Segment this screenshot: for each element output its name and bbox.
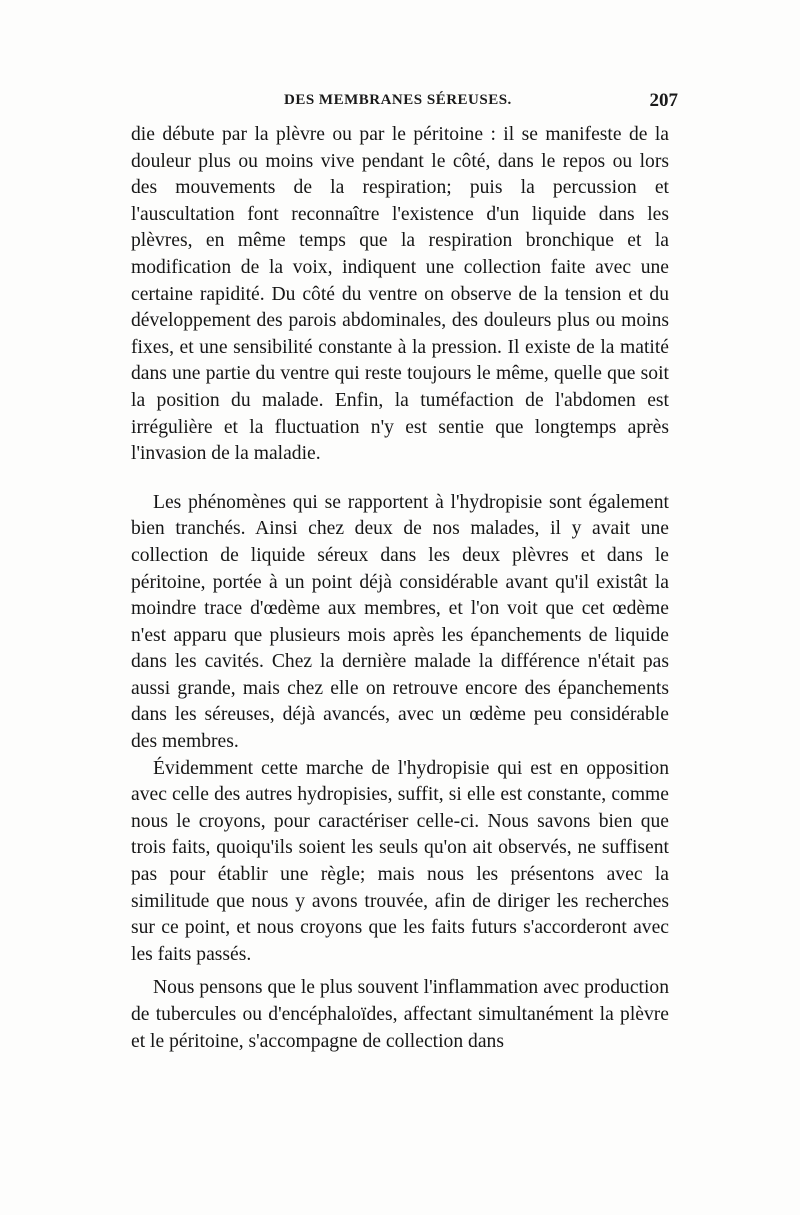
running-title: DES MEMBRANES SÉREUSES.: [284, 92, 512, 108]
paragraph-marche-hydropisie: Évidemment cette marche de l'hydropisie qui est en opposition avec celle des autres hydropisies, suffit, si elle est constante, comme nous le croyons, pour caractériser celle-ci. Nous savons bien que trois faits, quoiqu'ils soient les seuls qu'on ait observés, ne suffisent pas pour établir une règle; mais nous les présentons avec la similitude que nous y avons trouvée, afin de diriger les recherches sur ce point, et nous croyons que les faits futurs s'accorderont avec les faits passés.: [131, 757, 669, 965]
running-header: [130, 92, 680, 116]
paragraph-inflammation: Nous pensons que le plus souvent l'inflammation avec production de tubercules ou d'encéphaloïdes, affectant simultanément la plèvre et le péritoine, s'accompagne de collection dans: [131, 977, 669, 1052]
page-number: 207: [649, 90, 678, 111]
body-text: [131, 122, 669, 1055]
paragraph-continuation: die débute par la plèvre ou par le péritoine : il se manifeste de la douleur plus ou moins vive pendant le côté, dans le repos ou lors des mouvements de la respiration; puis la percussion et l'auscultation font reconnaître l'existence d'un liquide dans les plèvres, en même temps que la respiration bronchique et la modification de la voix, indiquent une collection faite avec une certaine rapidité. Du côté du ventre on observe de la tension et du développement des parois abdominales, des douleurs plus ou moins fixes, et une sensibilité constante à la pression. Il existe de la matité dans une partie du ventre qui reste toujours le même, quelle que soit la position du malade. Enfin, la tuméfaction de l'abdomen est irrégulière et la fluctuation n'y est sentie que longtemps après l'invasion de la maladie.: [131, 124, 669, 465]
paragraph-hydropisie-phenomenes: Les phénomènes qui se rapportent à l'hydropisie sont également bien tranchés. Ainsi chez deux de nos malades, il y avait une collection de liquide séreux dans les deux plèvres et dans le péritoine, portée à un point déjà considérable avant qu'il existât la moindre trace d'œdème aux membres, et l'on voit que cet œdème n'est apparu que plusieurs mois après les épanchements de liquide dans les cavités. Chez la dernière malade la différence n'était pas aussi grande, mais chez elle on retrouve encore des épanchements dans les séreuses, déjà avancés, avec un œdème peu considérable des membres.: [131, 491, 669, 753]
